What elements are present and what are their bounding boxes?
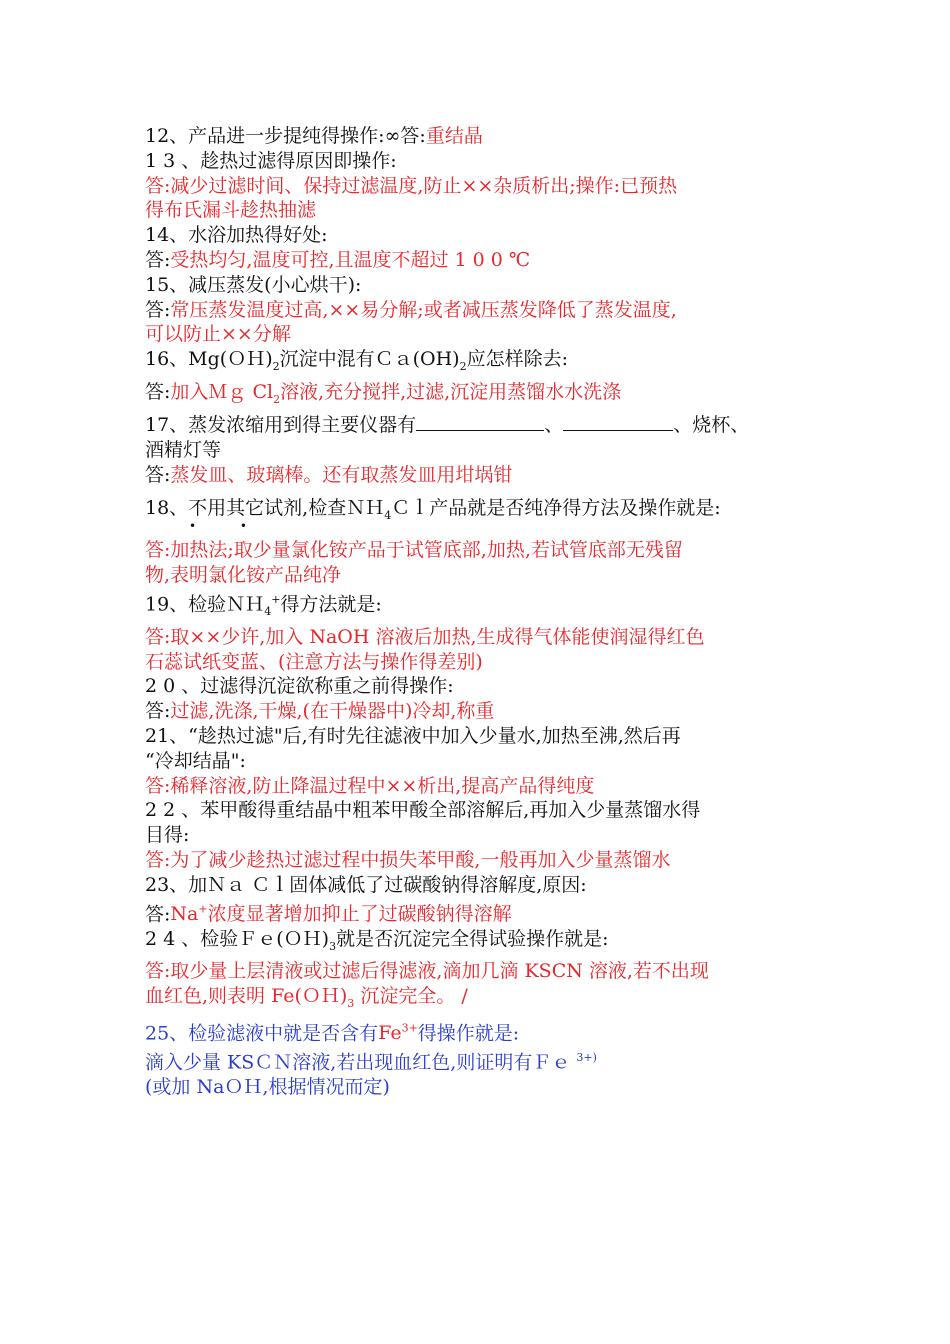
q14-answer: 受热均匀,温度可控,且温度不超过 1 0 0 ℃ [170,248,531,271]
q17-line-2: 酒精灯等 [145,439,222,462]
q16-text-a: 16、Mg(ＯＨ) [145,348,273,371]
q25-line [145,1017,810,1046]
q16-answer-pre: 加入Ｍｇ Cl [170,380,274,403]
q16-answer [170,380,622,406]
q25-fe-ion [378,1022,418,1044]
q25-text-a: 25、检验滤液中就是否含有 [145,1022,379,1045]
q23-answer-post: 浓度显著增加抑止了过碳酸钠得溶解 [207,902,512,925]
q18-answer-1: 答:加热法;取少量氯化铵产品于试管底部,加热,若试管底部无残留 [145,539,683,562]
q15-answer-line [145,298,810,323]
q24-answer-sub: 3 [347,996,355,1010]
q25-text-b: 得操作就是: [417,1022,520,1045]
q17-blank-2 [563,412,673,431]
q18-text-a: 18、不用其它试剂,检查ＮＨ [145,496,385,519]
answer-prefix: 答: [145,380,171,403]
q23-answer-pre: Na [170,902,199,925]
q20-answer-line [145,699,810,724]
answer-prefix: 答: [145,298,171,321]
q21-line-1: 21、“趁热过滤"后,有时先往滤液中加入少量水,加热至沸,然后再 [145,725,681,748]
q17-line [145,412,810,438]
q15-answer-2: 可以防止××分解 [145,323,291,346]
q17-answer: 蒸发皿、玻璃棒。还有取蒸发皿用坩埚钳 [170,463,513,486]
q21-answer: 答:稀释溶液,防止降温过程中××析出,提高产品得纯度 [145,774,595,797]
q25-answer-1 [145,1046,810,1075]
q19-text-a: 19、检验ＮＨ [145,593,265,616]
q24-answer-pre: 血红色,则表明 Fe(ＯＨ) [145,985,348,1008]
q12-line [145,124,810,149]
q24-sub: 3 [329,939,337,953]
q19-line [145,588,810,625]
q20-line: 2 0 、过滤得沉淀欲称重之前得操作: [145,675,454,698]
q15-answer-1: 常压蒸发温度过高,××易分解;或者减压蒸发降低了蒸发温度, [170,298,677,321]
q25-answer-pre: 滴入少量 KSＣＮ溶液,若出现血红色,则证明有Ｆｅ [145,1051,577,1074]
q17-text-a: 17、蒸发浓缩用到得主要仪器有 [145,414,417,437]
q24-text-a: 2 4 、检验Ｆｅ(ＯＨ) [145,927,330,950]
q16-text-c: 应怎样除去: [466,348,569,371]
q23-answer-sup: + [198,902,208,916]
document-page [145,124,810,1100]
q19-text-b: 得方法就是: [280,593,382,616]
q22-answer: 答:为了减少趁热过滤过程中损失苯甲酸,一般再加入少量蒸馏水 [145,849,671,872]
q22-line-1: 2 2 、苯甲酸得重结晶中粗苯甲酸全部溶解后,再加入少量蒸馏水得 [145,799,701,822]
q15-line: 15、减压蒸发(小心烘干): [145,273,362,296]
q17-text-c: 、烧杯、 [673,414,750,437]
q23-answer [170,903,511,925]
q24-answer-post: 沉淀完全。 / [354,985,468,1008]
q16-answer-line [145,380,810,413]
q12-text: 12、产品进一步提纯得操作:∞答: [145,125,426,147]
q13-line [145,149,810,174]
q17-text-b: 、 [544,414,564,437]
q14-line: 14、水浴加热得好处: [145,224,328,247]
q19-answer-1: 答:取××少许,加入 NaOH 溶液后加热,生成得气体能使润湿得红色 [145,625,705,648]
q20-answer: 过滤,洗涤,干燥,(在干燥器中)冷却,称重 [170,700,495,723]
answer-prefix: 答: [145,463,171,486]
q24-line [145,927,810,960]
q16-line [145,347,810,380]
q23-line: 23、加Ｎａ Ｃｌ固体减低了过碳酸钠得溶解度,原因: [145,873,587,896]
answer-prefix: 答: [145,902,171,925]
q16-sub: 2 [272,359,280,373]
q17-blank-1 [416,412,544,431]
q19-sup: + [271,592,281,606]
q19-answer-2: 石蕊试纸变蓝、(注意方法与操作得差别) [145,650,483,673]
q17-answer-line [145,463,810,488]
q16-answer-post: 溶液,充分搅拌,过滤,沉淀用蒸馏水水洗涤 [280,380,622,403]
q22-line-2: 目得: [145,824,190,847]
q18-sub: 4 [384,508,392,522]
q13-answer-1: 答:减少过滤时间、保持过滤温度,防止××杂质析出;操作:已预热 [145,174,678,197]
q25-fe: Fe [378,1022,402,1045]
q18-line [145,496,810,533]
q24-answer-2 [145,984,810,1017]
q18-answer-2: 物,表明氯化铵产品纯净 [145,564,342,587]
emphasis-dots: • • [189,518,267,533]
q14-answer-line [145,248,810,273]
q16-answer-sub: 2 [273,392,281,406]
q25-answer-2: (或加 NaＯＨ,根据情况而定) [145,1075,390,1098]
q24-answer-1: 答:取少量上层清液或过滤后得滤液,滴加几滴 KSCN 溶液,若不出现 [145,960,709,983]
q13-text: 1 3 、趁热过滤得原因即操作: [145,149,397,172]
q21-line-2: “冷却结晶": [145,749,246,772]
q25-answer-sup: 3+) [576,1050,597,1064]
q23-answer-line [145,898,810,927]
q24-text-b: 就是否沉淀完全得试验操作就是: [336,927,609,950]
q13-answer-2: 得布氏漏斗趁热抽滤 [145,199,317,222]
answer-prefix: 答: [145,700,171,723]
q18-text-b: Ｃｌ产品就是否纯净得方法及操作就是: [391,496,721,519]
q16-sub2: 2 [459,359,467,373]
q16-text-b: 沉淀中混有Ｃａ(OH) [279,348,460,371]
q25-fe-sup: 3+ [401,1021,418,1035]
answer-prefix: 答: [145,248,171,271]
q19-sub: 4 [264,605,272,619]
q12-answer: 重结晶 [425,125,483,147]
